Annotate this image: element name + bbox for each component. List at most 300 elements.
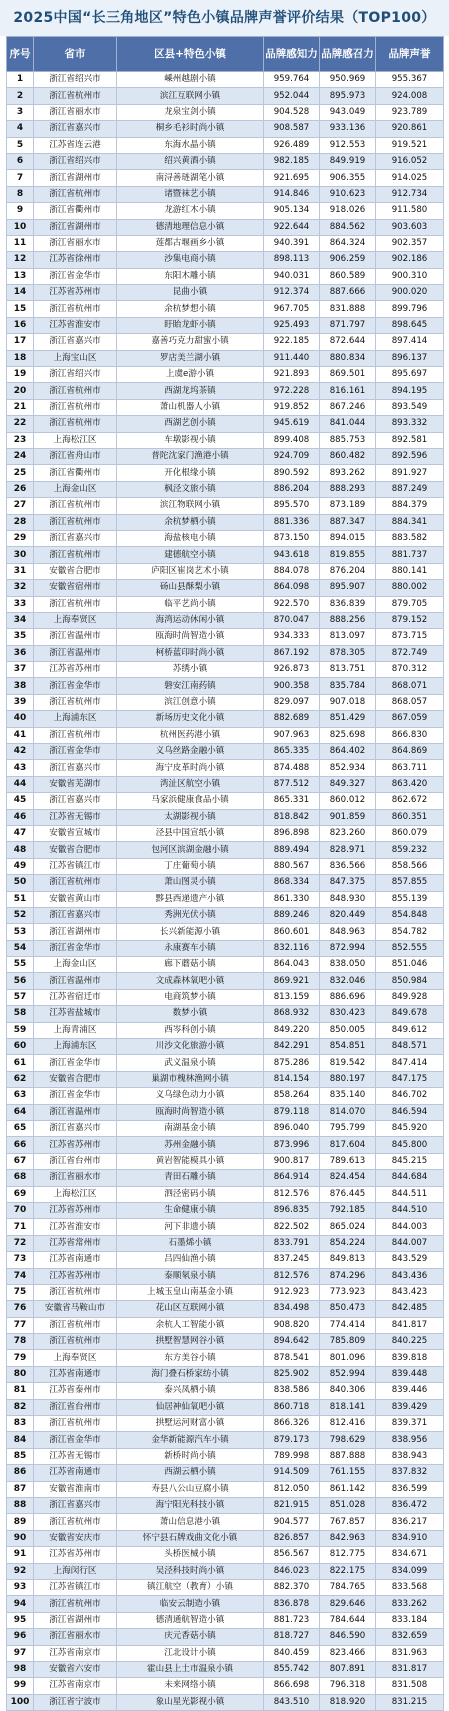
cell-appeal: 885.753 <box>320 432 376 448</box>
cell-perception: 922.570 <box>264 596 320 612</box>
table-row <box>7 170 444 186</box>
table-row <box>7 1678 444 1694</box>
cell-reputation: 866.830 <box>376 727 444 743</box>
cell-appeal: 849.327 <box>320 776 376 792</box>
cell-rank: 32 <box>7 580 34 596</box>
cell-appeal: 814.070 <box>320 1104 376 1120</box>
table-row <box>7 1514 444 1530</box>
cell-province-city: 江苏省镇江市 <box>34 1579 117 1595</box>
cell-appeal: 796.318 <box>320 1678 376 1694</box>
table-row <box>7 973 444 989</box>
table-row <box>7 1383 444 1399</box>
cell-province-city: 浙江省杭州市 <box>34 301 117 317</box>
cell-rank: 83 <box>7 1416 34 1432</box>
cell-province-city: 上海金山区 <box>34 481 117 497</box>
cell-town: 西湖龙坞茶镇 <box>117 383 264 399</box>
cell-reputation: 845.800 <box>376 1137 444 1153</box>
cell-appeal: 933.136 <box>320 121 376 137</box>
cell-reputation: 896.137 <box>376 350 444 366</box>
cell-town: 南浔善琏湖笔小镇 <box>117 170 264 186</box>
cell-rank: 91 <box>7 1547 34 1563</box>
cell-perception: 813.159 <box>264 989 320 1005</box>
table-row <box>7 1629 444 1645</box>
cell-town: 诸暨袜艺小镇 <box>117 186 264 202</box>
table-row <box>7 137 444 153</box>
cell-appeal: 943.049 <box>320 104 376 120</box>
cell-province-city: 江苏省南京市 <box>34 1645 117 1661</box>
cell-perception: 894.642 <box>264 1334 320 1350</box>
cell-rank: 6 <box>7 153 34 169</box>
cell-perception: 826.857 <box>264 1530 320 1546</box>
cell-perception: 881.723 <box>264 1612 320 1628</box>
cell-reputation: 839.818 <box>376 1350 444 1366</box>
cell-perception: 940.391 <box>264 235 320 251</box>
table-row <box>7 1399 444 1415</box>
cell-appeal: 872.994 <box>320 940 376 956</box>
cell-appeal: 887.666 <box>320 285 376 301</box>
cell-reputation: 881.737 <box>376 547 444 563</box>
cell-rank: 65 <box>7 1121 34 1137</box>
cell-appeal: 822.175 <box>320 1563 376 1579</box>
cell-appeal: 830.423 <box>320 1006 376 1022</box>
cell-reputation: 899.796 <box>376 301 444 317</box>
cell-province-city: 江苏省苏州市 <box>34 1137 117 1153</box>
cell-reputation: 839.371 <box>376 1416 444 1432</box>
cell-reputation: 833.262 <box>376 1596 444 1612</box>
cell-appeal: 813.097 <box>320 629 376 645</box>
cell-reputation: 884.341 <box>376 514 444 530</box>
cell-perception: 867.192 <box>264 645 320 661</box>
cell-reputation: 863.711 <box>376 760 444 776</box>
cell-perception: 889.246 <box>264 907 320 923</box>
cell-perception: 822.502 <box>264 1219 320 1235</box>
cell-rank: 15 <box>7 301 34 317</box>
table-row <box>7 88 444 104</box>
cell-reputation: 837.832 <box>376 1465 444 1481</box>
cell-rank: 58 <box>7 1006 34 1022</box>
cell-town: 海湾运动休闲小镇 <box>117 612 264 628</box>
cell-province-city: 浙江省杭州市 <box>34 1416 117 1432</box>
cell-province-city: 浙江省台州市 <box>34 1153 117 1169</box>
cell-town: 萧山信息港小镇 <box>117 1514 264 1530</box>
cell-appeal: 817.604 <box>320 1137 376 1153</box>
cell-reputation: 836.217 <box>376 1514 444 1530</box>
table-row <box>7 1301 444 1317</box>
table-row <box>7 662 444 678</box>
cell-province-city: 上海奉贤区 <box>34 612 117 628</box>
cell-appeal: 852.994 <box>320 1366 376 1382</box>
table-row <box>7 727 444 743</box>
cell-appeal: 894.015 <box>320 530 376 546</box>
cell-town: 吴泾科技时尚小镇 <box>117 1563 264 1579</box>
cell-appeal: 824.454 <box>320 1170 376 1186</box>
cell-province-city: 江苏省淮安市 <box>34 317 117 333</box>
cell-appeal: 851.028 <box>320 1497 376 1513</box>
cell-perception: 825.902 <box>264 1366 320 1382</box>
cell-appeal: 865.024 <box>320 1219 376 1235</box>
cell-province-city: 浙江省金华市 <box>34 1432 117 1448</box>
cell-town: 寿县八公山豆腐小镇 <box>117 1481 264 1497</box>
table-row <box>7 1694 444 1710</box>
cell-reputation: 855.139 <box>376 891 444 907</box>
cell-reputation: 844.511 <box>376 1186 444 1202</box>
table-row <box>7 1448 444 1464</box>
cell-rank: 75 <box>7 1284 34 1300</box>
cell-town: 罗店美兰湖小镇 <box>117 350 264 366</box>
cell-province-city: 浙江省嘉兴市 <box>34 334 117 350</box>
cell-rank: 95 <box>7 1612 34 1628</box>
cell-town: 滨江物联网小镇 <box>117 498 264 514</box>
cell-appeal: 884.562 <box>320 219 376 235</box>
cell-town: 川沙文化旅游小镇 <box>117 1039 264 1055</box>
table-row <box>7 203 444 219</box>
cell-province-city: 浙江省绍兴市 <box>34 367 117 383</box>
cell-town: 河下非遗小镇 <box>117 1219 264 1235</box>
cell-town: 车墩影视小镇 <box>117 432 264 448</box>
cell-town: 花山区互联网小镇 <box>117 1301 264 1317</box>
cell-town: 磐安江南药镇 <box>117 678 264 694</box>
cell-appeal: 798.629 <box>320 1432 376 1448</box>
cell-reputation: 955.367 <box>376 72 444 88</box>
cell-province-city: 浙江省杭州市 <box>34 596 117 612</box>
cell-reputation: 833.568 <box>376 1579 444 1595</box>
cell-reputation: 846.702 <box>376 1088 444 1104</box>
cell-rank: 92 <box>7 1563 34 1579</box>
cell-town: 未来网络小镇 <box>117 1678 264 1694</box>
cell-reputation: 916.052 <box>376 153 444 169</box>
cell-province-city: 安徽省淮南市 <box>34 1481 117 1497</box>
cell-province-city: 江苏省南通市 <box>34 1252 117 1268</box>
table-row <box>7 399 444 415</box>
cell-town: 龙游红木小镇 <box>117 203 264 219</box>
cell-rank: 4 <box>7 121 34 137</box>
cell-appeal: 819.542 <box>320 1055 376 1071</box>
cell-perception: 860.601 <box>264 924 320 940</box>
cell-perception: 905.134 <box>264 203 320 219</box>
cell-reputation: 868.071 <box>376 678 444 694</box>
cell-town: 昆曲小镇 <box>117 285 264 301</box>
table-row <box>7 252 444 268</box>
cell-appeal: 849.813 <box>320 1252 376 1268</box>
cell-town: 西湖云栖小镇 <box>117 1465 264 1481</box>
cell-perception: 967.705 <box>264 301 320 317</box>
table-row <box>7 1432 444 1448</box>
cell-rank: 16 <box>7 317 34 333</box>
cell-perception: 908.820 <box>264 1317 320 1333</box>
cell-rank: 18 <box>7 350 34 366</box>
cell-rank: 61 <box>7 1055 34 1071</box>
table-row <box>7 940 444 956</box>
table-row <box>7 1137 444 1153</box>
table-row <box>7 1579 444 1595</box>
cell-rank: 38 <box>7 678 34 694</box>
cell-province-city: 安徽省合肥市 <box>34 563 117 579</box>
cell-province-city: 浙江省丽水市 <box>34 1629 117 1645</box>
cell-province-city: 安徽省芜湖市 <box>34 776 117 792</box>
cell-rank: 86 <box>7 1465 34 1481</box>
cell-perception: 904.577 <box>264 1514 320 1530</box>
cell-province-city: 浙江省金华市 <box>34 940 117 956</box>
cell-reputation: 847.175 <box>376 1071 444 1087</box>
cell-reputation: 893.549 <box>376 399 444 415</box>
cell-appeal: 851.429 <box>320 711 376 727</box>
cell-appeal: 888.293 <box>320 481 376 497</box>
table-row <box>7 1661 444 1677</box>
table-row <box>7 1022 444 1038</box>
cell-perception: 818.727 <box>264 1629 320 1645</box>
cell-appeal: 918.026 <box>320 203 376 219</box>
cell-appeal: 816.161 <box>320 383 376 399</box>
table-row <box>7 1121 444 1137</box>
cell-reputation: 846.594 <box>376 1104 444 1120</box>
cell-appeal: 829.646 <box>320 1596 376 1612</box>
cell-town: 新桥时尚小镇 <box>117 1448 264 1464</box>
cell-town: 拱墅智慧网谷小镇 <box>117 1334 264 1350</box>
cell-appeal: 854.224 <box>320 1235 376 1251</box>
cell-province-city: 江苏省镇江市 <box>34 858 117 874</box>
cell-reputation: 840.225 <box>376 1334 444 1350</box>
cell-perception: 837.245 <box>264 1252 320 1268</box>
cell-town: 桐乡毛衫时尚小镇 <box>117 121 264 137</box>
cell-town: 泰顺氡泉小镇 <box>117 1268 264 1284</box>
cell-province-city: 浙江省湖州市 <box>34 1612 117 1628</box>
table-row <box>7 793 444 809</box>
table-row <box>7 1219 444 1235</box>
cell-perception: 870.047 <box>264 612 320 628</box>
cell-town: 莲都古堰画乡小镇 <box>117 235 264 251</box>
cell-appeal: 832.046 <box>320 973 376 989</box>
cell-perception: 879.173 <box>264 1432 320 1448</box>
table-row <box>7 153 444 169</box>
cell-rank: 31 <box>7 563 34 579</box>
cell-reputation: 880.002 <box>376 580 444 596</box>
cell-town: 吕四仙渔小镇 <box>117 1252 264 1268</box>
cell-province-city: 浙江省杭州市 <box>34 1317 117 1333</box>
cell-rank: 5 <box>7 137 34 153</box>
cell-appeal: 861.142 <box>320 1481 376 1497</box>
cell-perception: 972.228 <box>264 383 320 399</box>
cell-town: 拱墅运河财富小镇 <box>117 1416 264 1432</box>
cell-province-city: 上海闵行区 <box>34 1563 117 1579</box>
table-row <box>7 694 444 710</box>
cell-reputation: 911.580 <box>376 203 444 219</box>
cell-reputation: 893.332 <box>376 416 444 432</box>
cell-rank: 7 <box>7 170 34 186</box>
cell-province-city: 浙江省杭州市 <box>34 694 117 710</box>
cell-province-city: 上海宝山区 <box>34 350 117 366</box>
cell-province-city: 浙江省台州市 <box>34 1399 117 1415</box>
cell-perception: 912.374 <box>264 285 320 301</box>
table-row <box>7 1530 444 1546</box>
cell-perception: 925.493 <box>264 317 320 333</box>
cell-reputation: 844.684 <box>376 1170 444 1186</box>
cell-town: 瓯海时尚智造小镇 <box>117 629 264 645</box>
cell-reputation: 832.659 <box>376 1629 444 1645</box>
cell-perception: 868.334 <box>264 875 320 891</box>
table-row <box>7 1317 444 1333</box>
cell-province-city: 上海奉贤区 <box>34 1350 117 1366</box>
cell-appeal: 860.012 <box>320 793 376 809</box>
cell-reputation: 845.215 <box>376 1153 444 1169</box>
cell-perception: 886.204 <box>264 481 320 497</box>
cell-province-city: 上海金山区 <box>34 957 117 973</box>
cell-appeal: 872.644 <box>320 334 376 350</box>
cell-rank: 60 <box>7 1039 34 1055</box>
cell-rank: 74 <box>7 1268 34 1284</box>
cell-perception: 843.510 <box>264 1694 320 1710</box>
cell-perception: 895.570 <box>264 498 320 514</box>
cell-reputation: 902.186 <box>376 252 444 268</box>
cell-reputation: 894.195 <box>376 383 444 399</box>
table-row <box>7 924 444 940</box>
cell-town: 新场历史文化小镇 <box>117 711 264 727</box>
cell-province-city: 江苏省宿迁市 <box>34 989 117 1005</box>
cell-province-city: 浙江省杭州市 <box>34 1514 117 1530</box>
cell-perception: 865.331 <box>264 793 320 809</box>
cell-province-city: 浙江省绍兴市 <box>34 153 117 169</box>
table-row <box>7 645 444 661</box>
table-row <box>7 629 444 645</box>
cell-appeal: 860.482 <box>320 448 376 464</box>
cell-perception: 904.528 <box>264 104 320 120</box>
cell-province-city: 浙江省嘉兴市 <box>34 121 117 137</box>
page-title: 2025中国“长三角地区”特色小镇品牌声誉评价结果（TOP100） <box>0 0 449 36</box>
cell-town: 湾沚区航空小镇 <box>117 776 264 792</box>
cell-perception: 896.898 <box>264 825 320 841</box>
cell-reputation: 887.249 <box>376 481 444 497</box>
cell-town: 余杭人工智能小镇 <box>117 1317 264 1333</box>
cell-town: 萧山机器人小镇 <box>117 399 264 415</box>
cell-perception: 884.078 <box>264 563 320 579</box>
cell-province-city: 江苏省苏州市 <box>34 1268 117 1284</box>
cell-town: 石墨烯小镇 <box>117 1235 264 1251</box>
cell-reputation: 831.508 <box>376 1678 444 1694</box>
table-row <box>7 678 444 694</box>
cell-rank: 3 <box>7 104 34 120</box>
cell-rank: 26 <box>7 481 34 497</box>
cell-perception: 934.333 <box>264 629 320 645</box>
cell-town: 霍山县上土市温泉小镇 <box>117 1661 264 1677</box>
cell-reputation: 834.671 <box>376 1547 444 1563</box>
cell-appeal: 838.050 <box>320 957 376 973</box>
cell-reputation: 848.571 <box>376 1039 444 1055</box>
cell-appeal: 767.857 <box>320 1514 376 1530</box>
table-row <box>7 1202 444 1218</box>
cell-town: 龙泉宝剑小镇 <box>117 104 264 120</box>
table-row <box>7 809 444 825</box>
table-row <box>7 448 444 464</box>
cell-rank: 41 <box>7 727 34 743</box>
table-header-row <box>7 37 444 72</box>
cell-rank: 40 <box>7 711 34 727</box>
cell-town: 嵊州越剧小镇 <box>117 72 264 88</box>
cell-appeal: 836.839 <box>320 596 376 612</box>
cell-town: 文成森林氧吧小镇 <box>117 973 264 989</box>
cell-appeal: 869.501 <box>320 367 376 383</box>
cell-rank: 87 <box>7 1481 34 1497</box>
header-appeal: 品牌感召力 <box>320 37 376 72</box>
cell-appeal: 835.140 <box>320 1088 376 1104</box>
cell-town: 长兴新能源小镇 <box>117 924 264 940</box>
cell-town: 上虞e游小镇 <box>117 367 264 383</box>
cell-reputation: 900.020 <box>376 285 444 301</box>
cell-appeal: 895.973 <box>320 88 376 104</box>
table-row <box>7 1186 444 1202</box>
cell-province-city: 安徽省安庆市 <box>34 1530 117 1546</box>
table-row <box>7 1170 444 1186</box>
cell-town: 镇江航空（教育）小镇 <box>117 1579 264 1595</box>
cell-rank: 56 <box>7 973 34 989</box>
cell-rank: 77 <box>7 1317 34 1333</box>
cell-perception: 914.846 <box>264 186 320 202</box>
cell-perception: 846.023 <box>264 1563 320 1579</box>
cell-perception: 921.893 <box>264 367 320 383</box>
cell-reputation: 834.099 <box>376 1563 444 1579</box>
cell-province-city: 浙江省金华市 <box>34 268 117 284</box>
cell-rank: 88 <box>7 1497 34 1513</box>
table-row <box>7 104 444 120</box>
cell-appeal: 828.971 <box>320 842 376 858</box>
cell-town: 丁庄葡萄小镇 <box>117 858 264 874</box>
table-row <box>7 1088 444 1104</box>
cell-appeal: 846.590 <box>320 1629 376 1645</box>
cell-perception: 880.567 <box>264 858 320 874</box>
cell-reputation: 838.943 <box>376 1448 444 1464</box>
cell-reputation: 852.555 <box>376 940 444 956</box>
cell-rank: 2 <box>7 88 34 104</box>
cell-town: 建德航空小镇 <box>117 547 264 563</box>
cell-reputation: 854.848 <box>376 907 444 923</box>
cell-appeal: 818.141 <box>320 1399 376 1415</box>
cell-appeal: 848.963 <box>320 924 376 940</box>
table-row <box>7 367 444 383</box>
cell-reputation: 924.008 <box>376 88 444 104</box>
cell-town: 滨江创意小镇 <box>117 694 264 710</box>
cell-appeal: 818.920 <box>320 1694 376 1710</box>
header-province-city: 省市 <box>34 37 117 72</box>
cell-reputation: 873.715 <box>376 629 444 645</box>
table-row <box>7 1366 444 1382</box>
cell-perception: 914.509 <box>264 1465 320 1481</box>
cell-perception: 940.031 <box>264 268 320 284</box>
cell-province-city: 浙江省杭州市 <box>34 1334 117 1350</box>
cell-appeal: 893.262 <box>320 465 376 481</box>
cell-rank: 8 <box>7 186 34 202</box>
cell-town: 临平艺尚小镇 <box>117 596 264 612</box>
cell-rank: 42 <box>7 744 34 760</box>
cell-rank: 85 <box>7 1448 34 1464</box>
cell-rank: 24 <box>7 448 34 464</box>
cell-perception: 899.408 <box>264 432 320 448</box>
cell-rank: 100 <box>7 1694 34 1710</box>
cell-town: 杭州医药港小镇 <box>117 727 264 743</box>
cell-town: 海宁皮革时尚小镇 <box>117 760 264 776</box>
cell-town: 海盐核电小镇 <box>117 530 264 546</box>
cell-rank: 51 <box>7 891 34 907</box>
cell-appeal: 886.696 <box>320 989 376 1005</box>
cell-appeal: 887.347 <box>320 514 376 530</box>
cell-appeal: 841.044 <box>320 416 376 432</box>
cell-province-city: 江苏省无锡市 <box>34 809 117 825</box>
cell-province-city: 上海松江区 <box>34 1186 117 1202</box>
header-reputation: 品牌声誉 <box>376 37 444 72</box>
cell-town: 庆元香菇小镇 <box>117 1629 264 1645</box>
cell-province-city: 江苏省苏州市 <box>34 285 117 301</box>
cell-reputation: 857.855 <box>376 875 444 891</box>
cell-rank: 25 <box>7 465 34 481</box>
cell-town: 生命健康小镇 <box>117 1202 264 1218</box>
cell-rank: 48 <box>7 842 34 858</box>
